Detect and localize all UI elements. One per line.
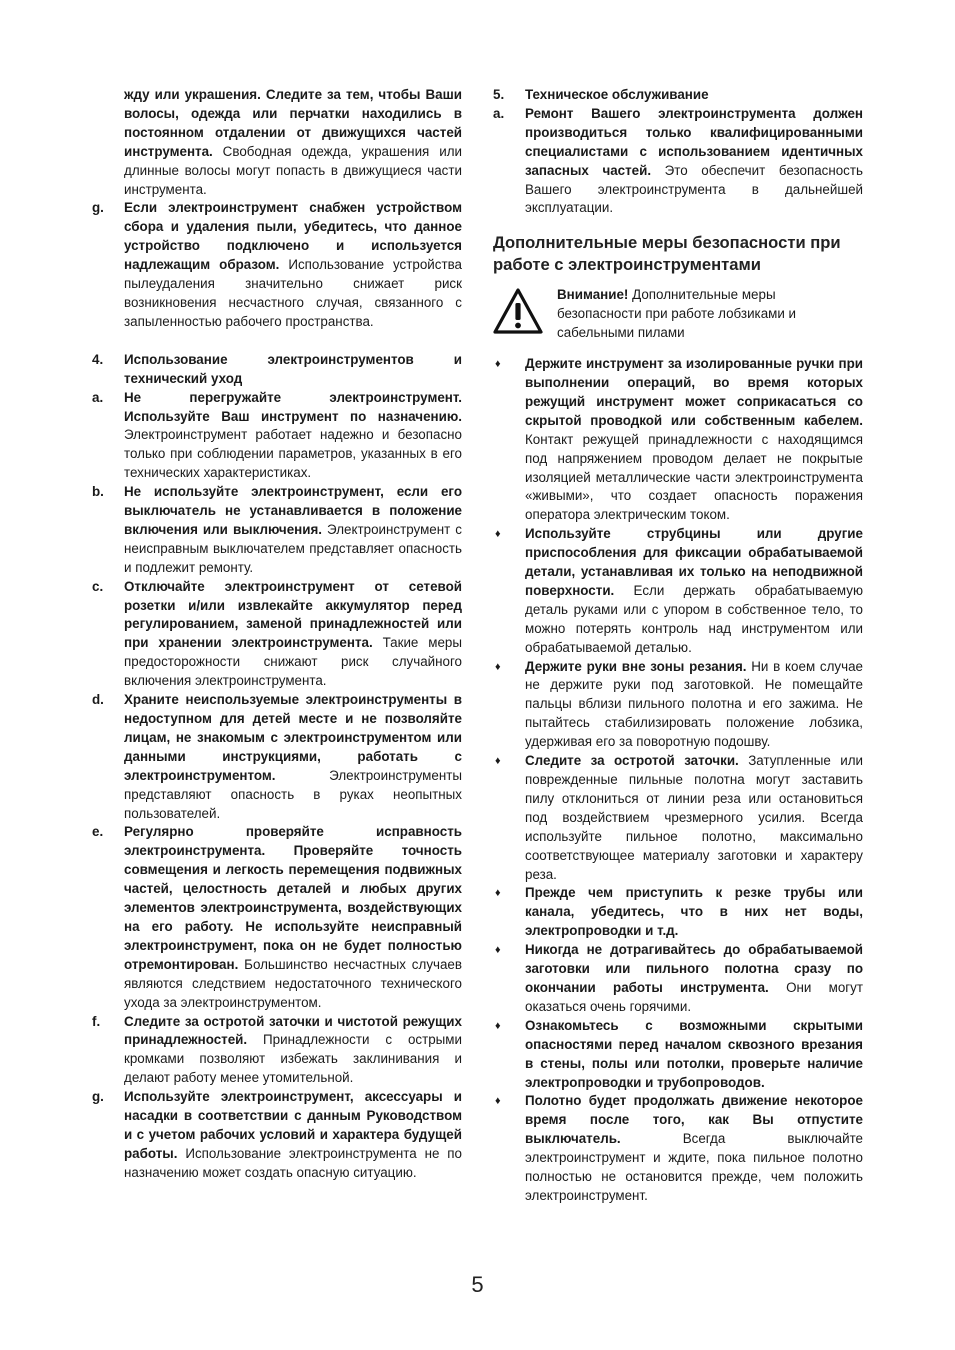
body-text: Электроинструмент работает надежно и безопасно только при соблюдении параметров, указанных в его технических характеристиках. bbox=[124, 427, 462, 481]
list-marker: b. bbox=[92, 484, 104, 500]
warning-triangle-icon bbox=[493, 288, 543, 334]
paragraph bbox=[525, 105, 863, 218]
bullet-item bbox=[493, 525, 863, 657]
paragraph bbox=[124, 389, 462, 484]
bullet-item bbox=[493, 1092, 863, 1205]
bullet-item bbox=[493, 752, 863, 884]
bold-text: Отключайте электроинструмент от сетевой розетки и/или извлекайте аккумулятор перед регулированием, заменой принадлежностей или при хранении электроинструмента. bbox=[124, 578, 462, 651]
page-number: 5 bbox=[471, 1272, 484, 1297]
diamond-bullet-icon: ♦ bbox=[495, 887, 501, 900]
bold-text: Ознакомьтесь с возможными скрытыми опасностями перед началом сквозного врезания в стены, полы или потолки, проверьте наличие электропроводки и трубопроводов. bbox=[525, 1017, 863, 1090]
body-text: Всегда выключайте электроинструмент и ждите, пока пильное полотно полностью не остановится прежде, чем положить электроинструмент. bbox=[525, 1131, 863, 1203]
section-5-heading bbox=[493, 86, 863, 105]
bold-text: Никогда не дотрагивайтесь до обрабатываемой заготовки или пильного полотна сразу по окончании работы инструмента. bbox=[525, 942, 863, 995]
list-item-f-continued bbox=[92, 86, 462, 199]
body-text: Использование устройства пылеудаления значительно снижает риск возникновения несчастного случая, связанного с запыленностью рабочего пространства. bbox=[124, 257, 462, 329]
list-marker: g. bbox=[92, 200, 104, 216]
list-marker: e. bbox=[92, 824, 104, 840]
paragraph bbox=[124, 1013, 462, 1089]
section-number: 5. bbox=[493, 87, 505, 102]
body-text: Использование электроинструмента не по назначению может создать опасную ситуацию. bbox=[124, 1145, 462, 1180]
list-item-a-maintenance bbox=[493, 105, 863, 218]
diamond-bullet-icon: ♦ bbox=[495, 944, 501, 957]
bold-text: Ремонт Вашего электроинструмента должен производиться только квалифицированными специалистами с использованием идентичных запасных частей. bbox=[525, 105, 863, 178]
paragraph bbox=[525, 1092, 863, 1205]
section-4-heading bbox=[92, 351, 462, 389]
warning-block bbox=[493, 286, 863, 343]
list-marker: a. bbox=[92, 389, 104, 405]
paragraph bbox=[525, 355, 863, 525]
bullet-item bbox=[493, 1017, 863, 1093]
bold-text: Полотно будет продолжать движение некоторое время после того, как Вы отпустите выключатель. bbox=[525, 1093, 863, 1147]
body-text: Электроинструмент с неисправным выключателем представляет опасность и подлежит ремонту. bbox=[124, 521, 462, 575]
bold-text: Если электроинструмент снабжен устройством сбора и удаления пыли, убедитесь, что данное устройство подключено и используется надлежащим образом. bbox=[124, 200, 462, 273]
list-item-g-dust bbox=[92, 199, 462, 331]
bullet-item bbox=[493, 884, 863, 941]
bold-text: Следите за остротой заточки и чистотой режущих принадлежностей. bbox=[124, 1013, 462, 1048]
list-marker: d. bbox=[92, 692, 104, 708]
section-title: Техническое обслуживание bbox=[525, 87, 709, 102]
warning-label: Внимание! bbox=[557, 287, 629, 303]
bullet-item bbox=[493, 941, 863, 1017]
body-text: Свободная одежда, украшения или длинные волосы могут попасть в движущиеся части инструмента. bbox=[124, 143, 462, 197]
bold-text: Прежде чем приступить к резке трубы или канала, убедитесь, что в них нет воды, электропроводки и т.д. bbox=[525, 885, 863, 939]
list-item-f bbox=[92, 1013, 462, 1089]
paragraph bbox=[525, 884, 863, 941]
paragraph bbox=[124, 86, 462, 199]
body-text: Большинство несчастных случаев являются следствием недостаточного технического ухода за электроинструментом. bbox=[124, 956, 462, 1010]
section-title: Использование электроинструментов и технический уход bbox=[124, 351, 462, 386]
list-item-b bbox=[92, 483, 462, 578]
section-number: 4. bbox=[92, 351, 104, 367]
list-item-c bbox=[92, 578, 462, 691]
paragraph bbox=[124, 823, 462, 1012]
bold-text: Держите инструмент за изолированные ручки при выполнении операций, во время которых режущий инструмент может соприкасаться со скрытой проводкой или собственным кабелем. bbox=[525, 356, 863, 428]
paragraph bbox=[525, 658, 863, 753]
list-item-d bbox=[92, 691, 462, 823]
body-text: Дополнительные меры безопасности при работе лобзиками и сабельными пилами bbox=[557, 287, 797, 341]
bold-text: Регулярно проверяйте исправность электроинструмента. Проверяйте точность совмещения и легкость перемещения подвижных частей, целостность деталей и любых других элементов электроинструмента, воздействующих на его работу. Не используйте неисправный электроинструмент, пока он не будет полностью отремонтирован. bbox=[124, 824, 462, 972]
bold-text: жду или украшения. Следите за тем, чтобы Ваши волосы, одежда или перчатки находились в постоянном отдалении от движущихся частей инструмента. bbox=[124, 87, 462, 159]
diamond-bullet-icon: ♦ bbox=[495, 755, 501, 768]
paragraph bbox=[124, 578, 462, 691]
diamond-bullet-icon: ♦ bbox=[495, 1095, 501, 1108]
bold-text: Используйте струбцины или другие приспособления для фиксации обрабатываемой детали, устанавливая их только на неподвижной поверхности. bbox=[525, 526, 863, 598]
bold-text: Не перегружайте электроинструмент. Используйте Ваш инструмент по назначению. bbox=[124, 389, 462, 424]
body-text: Затупленные или поврежденные пильные полотна могут заставить пилу отклониться от линии реза или остановиться под воздействием чрезмерного усилия. Всегда используйте пильное полотно, максимально соответствующее материалу заготовки и характеру реза. bbox=[525, 753, 863, 882]
body-text: Электроинструменты представляют опасность в руках неопытных пользователей. bbox=[124, 767, 462, 821]
body-text: Контакт режущей принадлежности с находящимся под напряжением проводом делает не покрытые изоляцией металлические части электроинструмента «живыми», что создает опасность поражения оператора электрическим током. bbox=[525, 431, 863, 523]
list-marker: a. bbox=[493, 105, 505, 121]
list-marker: f. bbox=[92, 1013, 101, 1029]
bold-text: Используйте электроинструмент, аксессуары и насадки в соответствии с данным Руководством и с учетом рабочих условий и характера будущей работы. bbox=[124, 1089, 462, 1161]
paragraph bbox=[124, 199, 462, 331]
body-text: Если держать обрабатываемую деталь руками или с упором в собственное тело, то можно потерять контроль над инструментом или обрабатываемой деталью. bbox=[525, 582, 863, 655]
body-text: Они могут оказаться очень горячими. bbox=[525, 979, 863, 1014]
body-text: Принадлежности с острыми кромками позволяют избежать заклинивания и делают работу менее утомительной. bbox=[124, 1032, 462, 1086]
bold-text: Следите за остротой заточки. bbox=[525, 753, 739, 769]
list-item-e bbox=[92, 823, 462, 1012]
list-marker: g. bbox=[92, 1089, 104, 1105]
body-text: Это обеспечит безопасность Вашего электроинструмента в дальнейшей эксплуатации. bbox=[525, 162, 863, 216]
paragraph bbox=[124, 1088, 462, 1183]
bold-text: Не используйте электроинструмент, если его выключатель не устанавливается в положение включения или выключения. bbox=[124, 484, 462, 537]
paragraph bbox=[525, 941, 863, 1017]
diamond-bullet-icon: ♦ bbox=[495, 358, 501, 371]
paragraph bbox=[124, 691, 462, 823]
list-item-a bbox=[92, 389, 462, 484]
right-column bbox=[493, 86, 863, 1206]
section-heading: Дополнительные меры безопасности при работе с электроинструментами bbox=[493, 233, 841, 275]
paragraph bbox=[525, 525, 863, 657]
bold-text: Держите руки вне зоны резания. bbox=[525, 658, 747, 674]
body-text: Такие меры предосторожности снижают риск случайного включения электроинструмента. bbox=[124, 635, 462, 689]
bold-text: Храните неиспользуемые электроинструменты в недоступном для детей месте и не позволяйте лицам, не знакомым с электроинструментом или данными инструкциями, работать с электроинструментом. bbox=[124, 692, 462, 783]
left-column bbox=[92, 86, 462, 1183]
diamond-bullet-icon: ♦ bbox=[495, 528, 501, 541]
paragraph bbox=[525, 752, 863, 884]
diamond-bullet-icon: ♦ bbox=[495, 660, 501, 673]
body-text: Ни в коем случае не держите руки под заготовкой. Не помещайте пальцы вблизи пильного полотна и его зажима. Не пытайтесь стабилизировать положение лобзика, удерживая его за поворотную подошву. bbox=[525, 658, 863, 750]
bullet-item bbox=[493, 355, 863, 525]
list-marker: c. bbox=[92, 578, 104, 594]
list-item-g bbox=[92, 1088, 462, 1183]
diamond-bullet-icon: ♦ bbox=[495, 1019, 501, 1032]
warning-text bbox=[557, 286, 863, 343]
paragraph bbox=[525, 1017, 863, 1093]
paragraph bbox=[124, 483, 462, 578]
bullet-item bbox=[493, 658, 863, 753]
